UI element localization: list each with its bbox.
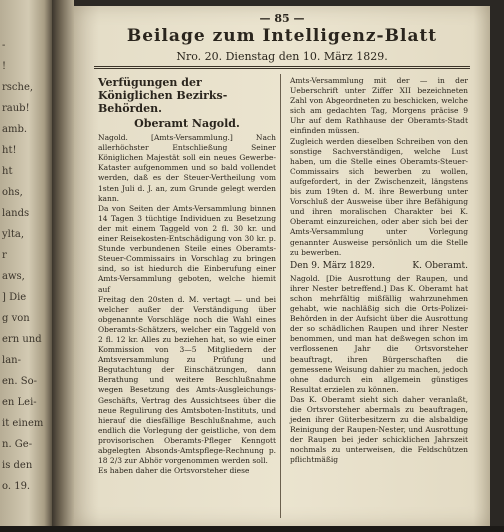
date-signature-line (290, 261, 468, 271)
header-rule (94, 66, 470, 67)
column-divider (280, 74, 281, 518)
left-page-fragment: ht! (2, 145, 17, 156)
bottom-shadow (0, 526, 504, 532)
paragraph: Das K. Oberamt sieht sich daher veranlaßt, die Ortsvorsteher abermals zu beauftragen, jeden ihrer Güterbesitzern zu die alsbaldige Reinigung der Raupen-Nester, und Ausrottung der Raupen bei jeder schicklichen Jahrszeit nochmals zu unterweisen, die Feldschützen pflichtmäßig (290, 394, 468, 465)
adjacent-left-page (0, 0, 52, 532)
left-page-fragment: ern und (2, 334, 42, 345)
page-number: — 85 — (259, 12, 305, 25)
left-page-fragment: ylta, (2, 229, 25, 240)
paragraph: Zugleich werden dieselben Schreiben von den sonstige Sachverständigen, welche Lust haben, um die Stelle eines Oberamts-Steuer-Commissairs sich bewerben zu wollen, aufgefordert, in der Zwischenzeit, längstens bis zum 19ten d. M. ihre Bewerbung unter Vorschluß der Ausweise über ihre Befähigung und ihren moralischen Charakter bei K. Oberamt einzureichen, oder aber sich bei der Amts-Versammlung unter Vorlegung genannter Ausweise persönlich um die Stelle zu bewerben. (290, 136, 468, 257)
masthead-title: Beilage zum Intelligenz-Blatt (126, 26, 438, 46)
left-page-fragment: ! (2, 61, 7, 72)
left-page-fragment: lands (2, 208, 30, 219)
left-page-fragment: en. So- (2, 376, 37, 387)
notice-date: Den 9. März 1829. (290, 260, 375, 271)
paragraph: Es haben daher die Ortsvorsteher diese (98, 466, 250, 476)
left-page-fragment: g von (2, 313, 30, 324)
left-page-fragment: ] Die (2, 292, 27, 303)
paragraph: Freitag den 20sten d. M. vertagt — und bei welcher außer der Verständigung über obgenannte Vorschläge noch die Wahl eines Oberamts-Schätzers, welcher ein Taggeld von 2 fl. 12 kr. Alles zu beziehen hat, so wie einer Kommission von 3—5 Mitgliedern der Amtsversammlung zu Prüfung und Begutachtung der Einschätzungen, dann Berathung und weitere Beschlußnahme wegen Besetzung des Amts-Ausgleichungs-Geschäfts, Vertrag des Aussichtsees über die neue Regulirung des Amtsboten-Instituts, und hierauf die diesfällige Beschlußnahme, auch endlich die Vorlegung der geistliche, von dem provisorischen Oberamts-Pfleger Kenngott abgelegten Absonds-Amtspflege-Rechnung p. 18 2/3 zur Abhör vorgenommen werden soll. (98, 294, 276, 466)
issue-line: Nro. 20. Dienstag den 10. März 1829. (176, 50, 388, 63)
left-page-fragment: it einem (2, 418, 44, 429)
left-page-fragment: n. Ge- (2, 439, 33, 450)
left-page-fragment: o. 19. (2, 481, 31, 492)
left-page-fragment: amb. (2, 124, 28, 135)
left-page-fragment: rsche, (2, 82, 34, 93)
right-column (290, 76, 468, 466)
header-rule-double (94, 68, 470, 69)
left-column (98, 76, 276, 476)
paragraph: Amts-Versammlung mit der — in der Ueberschrift unter Ziffer XII bezeichneten Zahl von Abgeordneten zu beschicken, welche sich am gedachten Tag, Morgens präcise 9 Uhr auf dem Rathhause der Oberamts-Stadt einfinden müssen. (290, 76, 468, 136)
left-page-fragment: raub! (2, 103, 30, 114)
left-page-fragment: lan- (2, 355, 21, 366)
paragraph: Nagold. [Die Ausrottung der Raupen, und ihrer Nester betreffend.] Das K. Oberamt hat schon mehrfältig mißfällig wahrzunehmen gehabt, wie nachläßig sich die Orts-Polizei-Behörden in der Aufsicht über die Ausrottung der so schädlichen Raupen und ihrer Nester benommen, und man hat deßwegen schon im verflossenen Jahr die Ortsvorsteher beauftragt, ihren Bürgerschaften die gemessene Weisung dahier zu machen, jedoch ohne dadurch ein allgemein günstiges Resultat erzielen zu können. (290, 273, 468, 394)
paragraph: Da von Seiten der Amts-Versammlung binnen 14 Tagen 3 tüchtige Individuen zu Besetzung der mit einem Taggeld von 2 fl. 30 kr. und einer Reisekosten-Entschädigung von 30 kr. p. Stunde verbundenen Steile eines Oberamts-Steuer-Commissairs in Vorschlag zu bringen sind, so ist hiedurch die Einberufung einer Amts-Versammlung geboten, welche hiemit auf (98, 203, 276, 294)
left-page-fragment: ohs, (2, 187, 23, 198)
left-page-fragment: en Lei- (2, 397, 37, 408)
newspaper-page (74, 6, 490, 526)
section-title: Verfügungen der Königlichen Bezirks-Behörden. (98, 76, 228, 115)
office-title: Oberamt Nagold. (134, 117, 240, 130)
book-gutter (52, 0, 74, 532)
notice-signature: K. Oberamt. (412, 260, 468, 271)
paragraph: Nagold. [Amts-Versammlung.] Nach allerhöchster Entschließung Seiner Königlichen Majestät soll ein neues Gewerbe-Kataster aufgenommen und so bald vollendet werden, daß es der Steuer-Vertheilung vom 1sten Juli d. J. an, zum Grunde gelegt werden kann. (98, 133, 276, 203)
left-page-fragment: r (2, 250, 7, 261)
left-page-fragment: ht (2, 166, 13, 177)
left-page-fragment: is den (2, 460, 33, 471)
left-page-fragment: aws, (2, 271, 25, 282)
left-page-fragment: - (2, 40, 6, 51)
